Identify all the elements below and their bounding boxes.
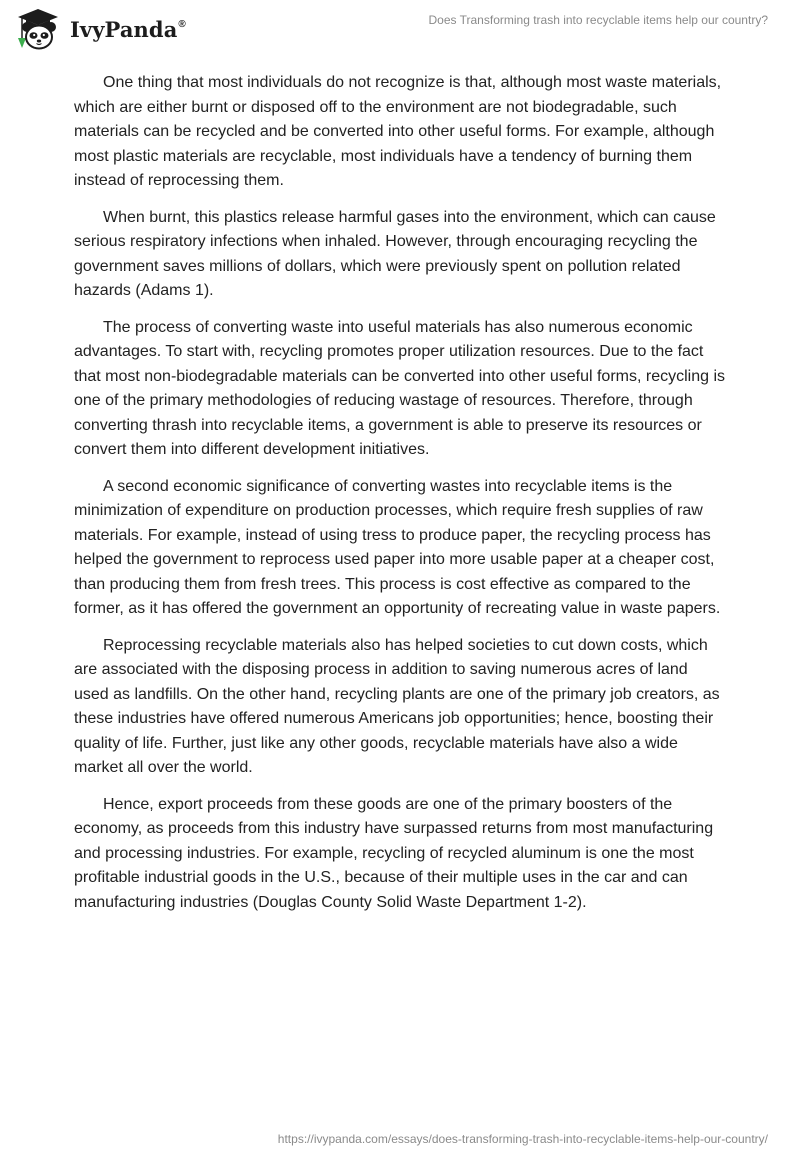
ivypanda-logo[interactable]: [14, 8, 214, 52]
paragraph-6: Hence, export proceeds from these goods are one of the primary boosters of the economy, as proceeds from this industry have surpassed returns from most manufacturing and processing industries. For example, recycling of recycled aluminum is one the most profitable industrial goods in the U.S., because of their multiple uses in the car and can manufacturing industries (Douglas County Solid Waste Department 1-2).: [74, 795, 714, 911]
registered-mark: ®: [178, 19, 186, 30]
essay-body: [74, 71, 726, 927]
source-url[interactable]: https://ivypanda.com/essays/does-transforming-trash-into-recyclable-items-help-our-country/: [277, 1132, 768, 1146]
panda-icon: [14, 8, 66, 52]
paragraph-2: When burnt, this plastics release harmful gases into the environment, which can cause serious respiratory infections when inhaled. However, through encouraging recycling the government saves millions of dollars, which were previously spent on pollution related hazards (Adams 1).: [74, 208, 716, 299]
page-header: [0, 0, 800, 60]
essay-title: Does Transforming trash into recyclable items help our country?: [428, 13, 768, 27]
paragraph-4: A second economic significance of converting wastes into recyclable items is the minimization of expenditure on production processes, which require fresh supplies of raw materials. For example, instead of using tress to produce paper, the recycling process has helped the government to reprocess used paper into more usable paper at a cheaper cost, than producing them from fresh trees. This process is cost effective as compared to the former, as it has offered the government an opportunity of recreating value in waste papers.: [74, 477, 721, 617]
brand-name: IvyPanda®: [70, 17, 186, 42]
paragraph-5: Reprocessing recyclable materials also has helped societies to cut down costs, which are associated with the disposing process in addition to saving numerous acres of land used as landfills. On the other hand, recycling plants are one of the primary job creators, as these industries have offered numerous Americans job opportunities; hence, boosting their quality of life. Further, just like any other goods, recyclable materials have also a wide market all over the world.: [74, 636, 720, 776]
paragraph-1: One thing that most individuals do not recognize is that, although most waste materials, which are either burnt or disposed off to the environment are not biodegradable, such materials can be recycled and be converted into other useful forms. For example, although most plastic materials are recyclable, most individuals have a tendency of burning them instead of reprocessing them.: [74, 74, 722, 189]
paragraph-3: The process of converting waste into useful materials has also numerous economic advantages. To start with, recycling promotes proper utilization resources. Due to the fact that most non-biodegradable materials can be converted into other useful forms, recycling is one of the primary methodologies of reducing wastage of resources. Therefore, through converting thrash into recyclable items, a government is able to preserve its resources or convert them into different development initiatives.: [74, 318, 726, 458]
